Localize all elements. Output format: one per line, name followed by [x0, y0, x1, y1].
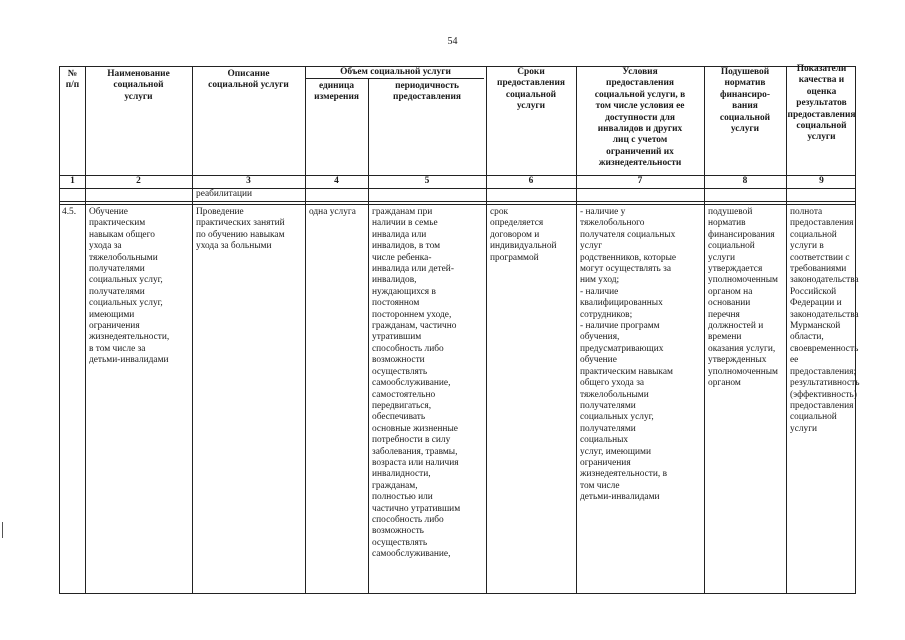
header-number: № п/п	[65, 69, 80, 91]
col-divider	[85, 67, 86, 593]
header-quality: Показатели качества и оценка результатов предоставления социальной услуги	[787, 64, 856, 143]
col-divider	[192, 67, 193, 593]
column-number: 3	[246, 176, 251, 186]
col-divider	[704, 67, 705, 593]
column-number: 8	[742, 176, 748, 186]
column-number: 2	[136, 176, 141, 186]
header-service-name: Наименование социальной услуги	[107, 69, 170, 102]
row-conditions: - наличие у тяжелобольного получателя социальных услуг родственников, которые могут осуществлять за ним уход; - наличие квалифицированных сотрудников; - наличие программ обучения, предусматривающих обучение практическим навыкам общего ухода за тяжелобольными получателями социальных услуг, получателями социальных услуг, имеющими ограничения жизнедеятельности, в том числе детьми-инвалидами	[580, 207, 677, 503]
row-unit: одна услуга	[309, 207, 356, 217]
row-periodicity: гражданам при наличии в семье инвалида или инвалидов, в том числе ребенка- инвалида или детей- инвалидов, нуждающихся в постоянном постороннем уходе, гражданам, частично утратившим способность либо возможности осуществлять самообслуживание, самостоятельно передвигаться, обеспечивать основные жизненные потребности в силу заболевания, травмы, возраста или наличия инвалидности, гражданам, полностью или частично утратившим способность либо возможность осуществлять самообслуживание,	[372, 207, 461, 560]
page-number: 54	[447, 36, 458, 47]
header-unit: единица измерения	[314, 81, 359, 103]
column-number: 6	[528, 176, 534, 186]
header-conditions: Условия предоставления социальной услуги, в том числе условия ее доступности для инвалидов и других лиц с учетом ограничений их жизнедеятельности	[594, 67, 686, 169]
row-service-name: Обучение практическим навыкам общего ухода за тяжелобольными получателями социальных услуг, получателями социальных услуг, имеющими ограничения жизнедеятельности, в том числе за детьми-инвалидами	[89, 207, 170, 366]
row-terms: срок определяется договором и индивидуальной программой	[490, 207, 557, 263]
row-quality: полнота предоставления социальной услуги в соответствии с требованиями законодательства Российской Федерации и законодательства Мурманской области, своевременность ее предоставления; результативность (эффективность) предоставления социальной услуги	[790, 207, 860, 434]
column-numbers-bottom-line	[60, 188, 855, 189]
column-number: 9	[819, 176, 824, 186]
column-number: 5	[424, 176, 430, 186]
header-periodicity: периодичность предоставления	[393, 81, 461, 103]
continuation-row-bottom-line	[60, 201, 855, 202]
col-divider	[368, 78, 369, 593]
row-number: 4.5.	[62, 207, 77, 217]
header-terms: Сроки предоставления социальной услуги	[497, 67, 565, 112]
row-financing: подушевой норматив финансирования социальной услуги утверждается уполномоченным органом на основании перечня должностей и времени оказания услуги, утвержденных уполномоченным органом	[708, 207, 778, 389]
col-divider	[486, 67, 487, 593]
header-financing: Подушевой норматив финансиро- вания социальной услуги	[719, 67, 771, 135]
column-number: 7	[637, 176, 643, 186]
header-volume-group: Объем социальной услуги	[340, 67, 451, 77]
row-description: Проведение практических занятий по обучению навыкам ухода за больными	[196, 207, 285, 252]
services-table	[59, 64, 860, 594]
column-number: 4	[334, 176, 339, 186]
continuation-text: реабилитации	[196, 189, 253, 199]
col-divider	[305, 67, 306, 593]
column-number: 1	[70, 176, 75, 186]
header-description: Описание социальной услуги	[208, 69, 289, 91]
row-top-line	[60, 204, 855, 205]
col-divider	[786, 67, 787, 593]
scan-margin-mark	[2, 522, 3, 538]
